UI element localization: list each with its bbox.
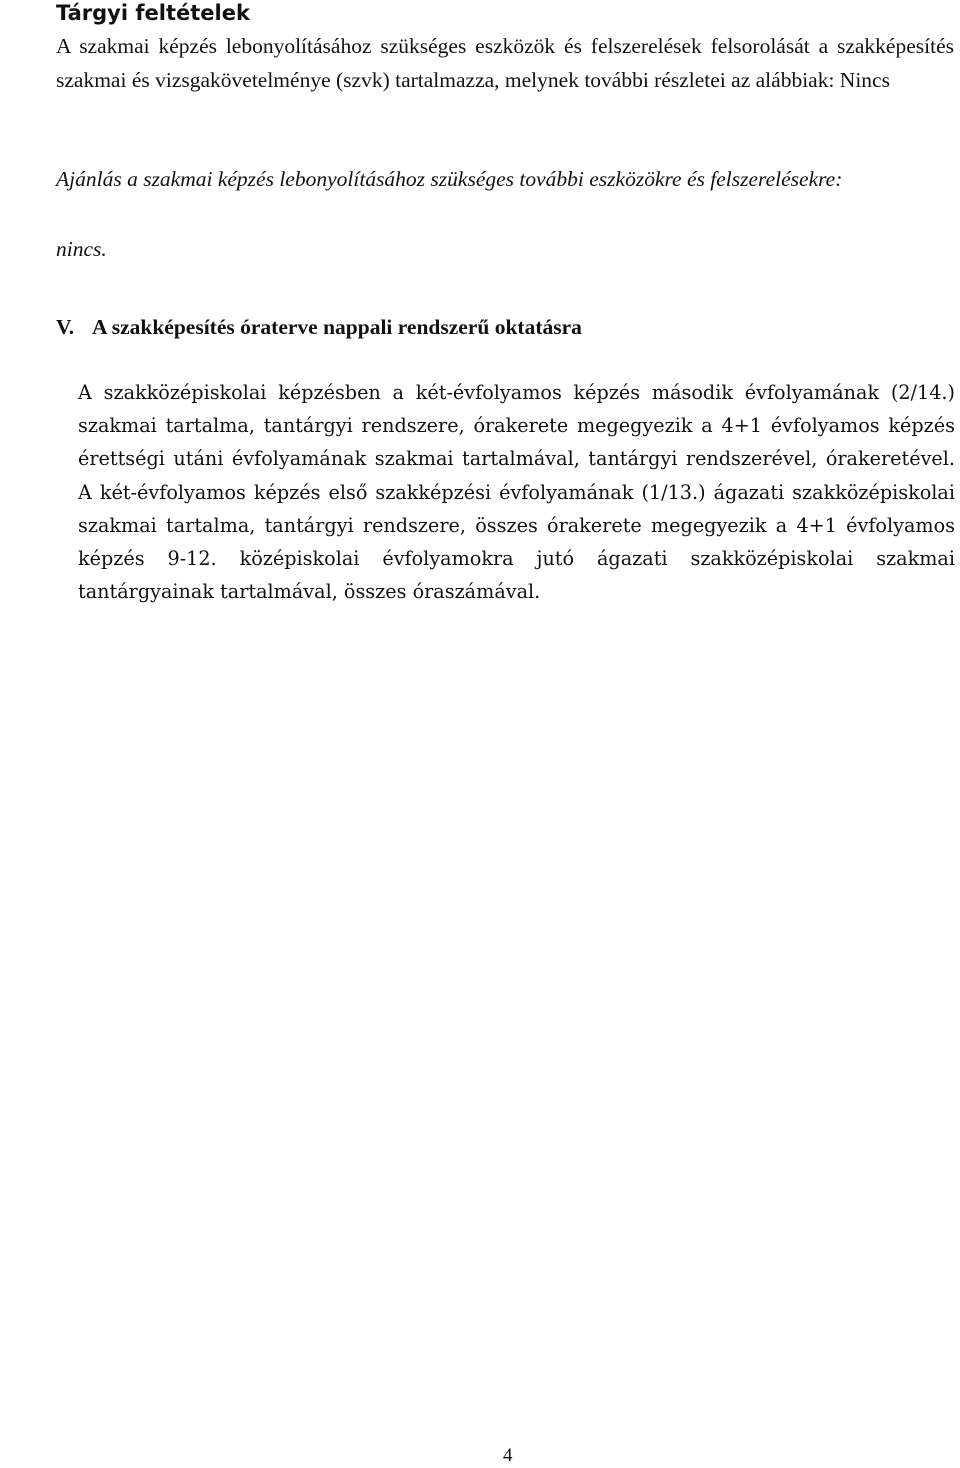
chapter-heading bbox=[56, 311, 954, 343]
chapter-title: A szakképesítés óraterve nappali rendszerű oktatásra bbox=[92, 315, 582, 339]
body-paragraph: A szakközépiskolai képzésben a két-évfolyamos képzés második évfolyamának (2/14.) szakmai tartalma, tantárgyi rendszere, órakerete megegyezik a 4+1 évfolyamos képzés érettségi utáni évfolyamának szakmai tartalmával, tantárgyi rendszerével, órakeretével. A két-évfolyamos képzés első szakképzési évfolyamának (1/13.) ágazati szakközépiskolai szakmai tartalma, tantárgyi rendszere, összes órakerete megegyezik a 4+1 évfolyamos képzés 9-12. középiskolai évfolyamokra jutó ágazati szakközépiskolai szakmai tantárgyainak tartalmával, összes óraszámával. bbox=[78, 381, 955, 604]
intro-paragraph: A szakmai képzés lebonyolításához szükséges eszközök és felszerelések felsorolását a szakképesítés szakmai és vizsgakövetelménye (szvk) tartalmazza, melynek további részletei az alábbiak: Nincs bbox=[56, 34, 954, 92]
chapter-number: V. bbox=[56, 315, 75, 339]
page-number: 4 bbox=[503, 1445, 513, 1466]
section-heading: Tárgyi feltételek bbox=[56, 1, 250, 25]
recommendation-label: Ajánlás a szakmai képzés lebonyolításához szükséges további eszközökre és felszerelésekre: bbox=[56, 167, 843, 191]
recommendation-value: nincs. bbox=[56, 237, 107, 261]
